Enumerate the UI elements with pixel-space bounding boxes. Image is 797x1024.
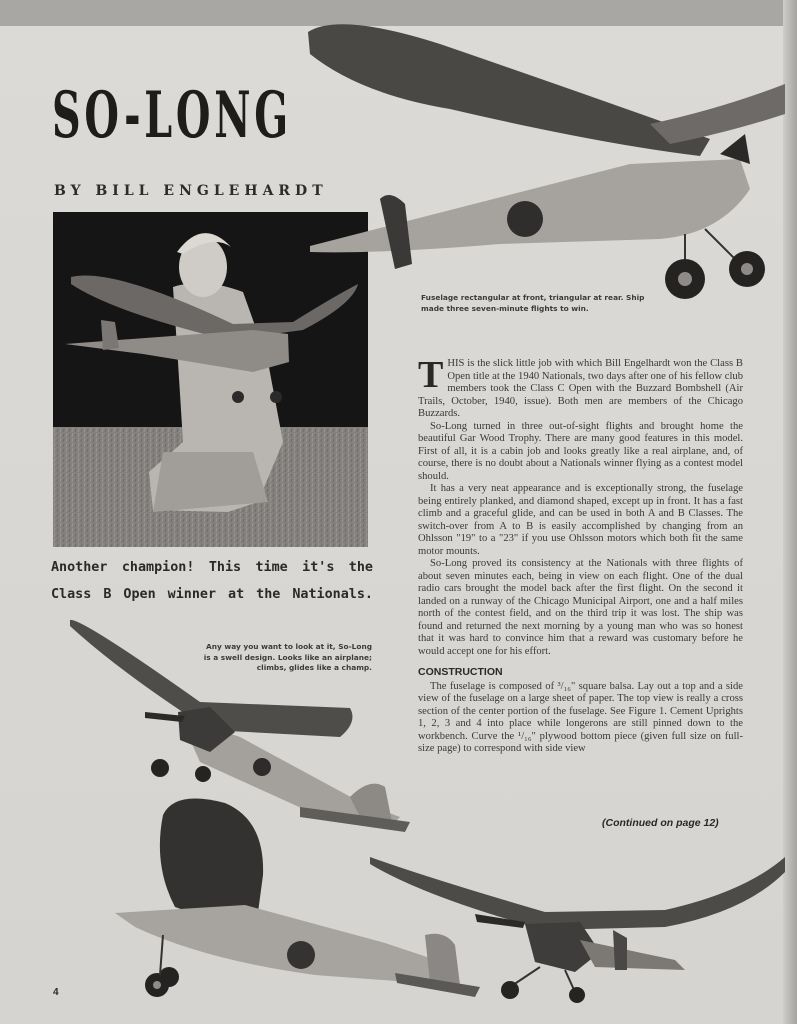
article-paragraph-4: So-Long proved its consistency at the Nationals with three flights of about seven minutes each, being in view on each flight. One of the dual radio cars brought the model back after the first flight. On the second it landed on a runway of the Chicago Municipal Airport, one and a half miles north of the contest field, and on the third trip it was lost. The ship was found and returned the next morning by a young man who was so honest that it was hard to convince him that a reward was customary before he would accept one for his effort. [418, 558, 743, 657]
middle-left-caption: Any way you want to look at it, So-Long is a swell design. Looks like an airplane; climbs, glides like a champ. [203, 642, 372, 672]
article-title: SO-LONG [52, 78, 292, 153]
model-plane-top-image [300, 14, 790, 314]
article-paragraph-1: THIS is the slick little job with which Bill Engelhardt won the Class B Open title at the 1940 Nationals, two days after one of his fellow club members took the Class C Open with the Buzzard Bombshell (Air Trails, October, 1940, issue). Both men are members of the Chicago Buzzards. [418, 354, 743, 419]
construction-paragraph: The fuselage is composed of ³/₁₆" square balsa. Lay out a top and a side view of the fuselage on a large sheet of paper. The top view is really a cross section of the center portion of the fuselage. See Figure 1. Cement Uprights 1, 2, 3 and 4 into place while longerons are still pinned down to the workbench. Curve the ¹/₁₆" plywood bottom piece (given full size on full-size page) to correspond with side view [418, 680, 743, 754]
photo-caption-line2: Class B Open winner at the Nationals. [51, 587, 373, 602]
top-right-caption: Fuselage rectangular at front, triangular at rear. Ship made three seven-minute flights to win. [421, 293, 645, 313]
drop-cap: T [418, 354, 444, 396]
page-number: 4 [53, 987, 59, 998]
article-paragraph-2: So-Long turned in three out-of-sight flights and brought home the beautiful Gar Wood Trophy. There are many good features in this model. First of all, it is a cabin job and looks greatly like a real airplane, and, of course, there is no doubt about a Nationals winner flying as a contest model should. [418, 420, 743, 482]
article-byline: BY BILL ENGLEHARDT [54, 183, 328, 199]
article-paragraph-3: It has a very neat appearance and is exceptionally strong, the fuselage being entirely planked, and diamond shaped, except up in front. It has a fast climb and a graceful glide, and can be used in both A and B Classes. The switch-over from A to B is easily accomplished by changing from an Ohlsson "19" to a "23" if you use Ohlsson motors which both fit the same motor mounts. [418, 483, 743, 557]
continued-note: (Continued on page 12) [602, 817, 719, 829]
section-heading-construction: CONSTRUCTION [418, 666, 503, 678]
photo-caption [51, 554, 373, 608]
article-body [418, 354, 743, 756]
model-plane-bottom-right-image [365, 852, 790, 1012]
photo-caption-line1: Another champion! This time it's the [51, 560, 373, 575]
